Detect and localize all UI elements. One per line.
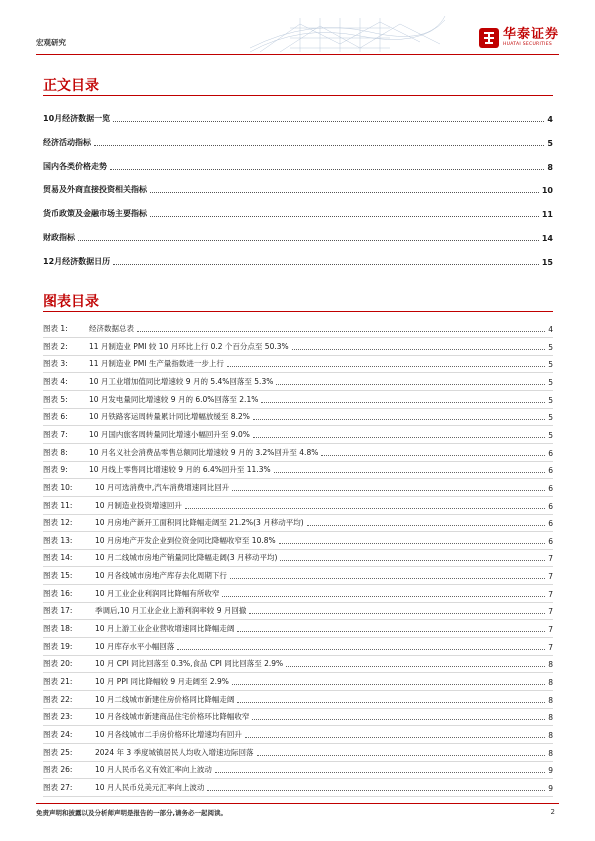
figure-entry-number: 图表 5: — [43, 394, 68, 404]
figure-entry[interactable] — [43, 600, 553, 616]
figure-entry-page: 7 — [548, 625, 553, 635]
figure-entry[interactable] — [43, 318, 553, 334]
figure-entry-page: 5 — [548, 413, 553, 423]
figure-entry-label: 10 月房地产开发企业到位资金同比降幅收窄至 10.8% — [95, 535, 276, 545]
figure-entry-label: 10 月工业企业利润同比降幅有所收窄 — [95, 588, 220, 598]
figure-entry-page: 5 — [548, 430, 553, 440]
figure-leader-dots — [230, 578, 545, 579]
figure-entry-label: 10 月人民币兑美元汇率向上波动 — [95, 782, 205, 792]
figure-leader-dots — [276, 384, 545, 385]
figure-entry-page: 6 — [548, 501, 553, 511]
figure-entry-label: 10 月国内旅客周转量同比增速小幅回升至 9.0% — [89, 429, 250, 439]
figure-entry-label: 10 月各线城市二手房价格环比增速均有回升 — [95, 729, 242, 739]
figure-entry-page: 5 — [548, 360, 553, 370]
figure-entry-number: 图表 20: — [43, 659, 73, 669]
figure-leader-dots — [237, 702, 545, 703]
figure-leader-dots — [215, 772, 545, 773]
figure-entry-number: 图表 4: — [43, 376, 68, 386]
figure-leader-dots — [253, 419, 545, 420]
figure-entry-page: 7 — [548, 607, 553, 617]
figure-leader-dots — [137, 331, 545, 332]
figure-entry-label: 10 月可选消费中,汽车消费增速同比回升 — [95, 482, 230, 492]
figure-entry-number: 图表 13: — [43, 535, 73, 545]
figure-entry[interactable] — [43, 547, 553, 563]
figure-entry-page: 8 — [548, 748, 553, 758]
figure-entry-number: 图表 9: — [43, 465, 68, 475]
toc-entry[interactable] — [43, 253, 553, 267]
figure-entry-page: 4 — [548, 325, 553, 334]
toc-leader-dots — [94, 145, 544, 146]
figure-entry-number: 图表 12: — [43, 518, 73, 528]
figure-leader-dots — [280, 560, 545, 561]
toc-entry-page: 11 — [541, 210, 553, 220]
figure-entry[interactable] — [43, 512, 553, 528]
figure-entry[interactable] — [43, 653, 553, 669]
figure-entry[interactable] — [43, 689, 553, 705]
toc-leader-dots — [113, 121, 544, 122]
figure-entry-number: 图表 1: — [43, 324, 68, 333]
figure-entry[interactable] — [43, 618, 553, 634]
figure-entry-number: 图表 8: — [43, 447, 68, 457]
figures-title: 图表目录 — [43, 294, 99, 310]
figure-entry-page: 8 — [548, 730, 553, 740]
figure-entry-page: 8 — [548, 713, 553, 723]
figure-entry[interactable] — [43, 406, 553, 422]
figure-leader-dots — [274, 472, 546, 473]
logo-name-en: HUATAI SECURITIES — [502, 42, 553, 47]
header-rule — [36, 54, 559, 55]
toc-leader-dots — [113, 264, 539, 265]
toc-leader-dots — [78, 240, 539, 241]
figure-entry-label: 10 月名义社会消费品零售总额同比增速较 9 月的 3.2%回升至 4.8% — [89, 447, 319, 457]
huatai-logo-icon — [479, 28, 499, 48]
figure-entry-page: 8 — [548, 660, 553, 670]
figure-entry-number: 图表 25: — [43, 747, 73, 757]
figure-entry[interactable] — [43, 565, 553, 581]
toc-entry-page: 4 — [547, 115, 553, 124]
figure-entry-label: 10 月库存水平小幅回落 — [95, 641, 175, 651]
figure-entry[interactable] — [43, 371, 553, 387]
figure-entry-number: 图表 2: — [43, 341, 68, 351]
figure-entry-number: 图表 11: — [43, 500, 73, 510]
figure-entry-number: 图表 6: — [43, 412, 68, 422]
toc-entry-page: 15 — [541, 257, 553, 267]
logo-name-cn: 华泰证券 — [502, 27, 559, 42]
figure-entry-number: 图表 15: — [43, 571, 73, 581]
figure-entry[interactable] — [43, 336, 553, 352]
toc-entry-page: 5 — [547, 138, 553, 148]
figure-entry-label: 10 月发电量同比增速较 9 月的 6.0%回落至 2.1% — [89, 394, 259, 404]
figure-entry-label: 11 月制造业 PMI 生产量指数进一步上行 — [89, 359, 224, 369]
figure-entry-label: 10 月各线城市新建商品住宅价格环比降幅收窄 — [95, 712, 250, 722]
figure-entry-number: 图表 16: — [43, 588, 73, 598]
figure-leader-dots — [286, 666, 545, 667]
figure-entry-page: 6 — [548, 448, 553, 458]
toc-leader-dots — [150, 192, 539, 193]
figure-entry[interactable] — [43, 671, 553, 687]
figure-entry[interactable] — [43, 477, 553, 493]
figure-entry-number: 图表 18: — [43, 624, 73, 634]
figures-title-rule — [43, 311, 553, 312]
figure-leader-dots — [253, 437, 545, 438]
header-label: 宏观研究 — [36, 38, 66, 47]
figure-entry[interactable] — [43, 353, 553, 369]
figure-entry-label: 10 月人民币名义有效汇率向上波动 — [95, 765, 212, 775]
figure-entry-number: 图表 22: — [43, 694, 73, 704]
toc-entry-label: 财政指标 — [43, 233, 75, 242]
toc-leader-dots — [150, 216, 539, 217]
toc-entry[interactable] — [43, 205, 553, 219]
figure-entry[interactable] — [43, 459, 553, 475]
toc-entry[interactable] — [43, 134, 553, 148]
figure-entry-page: 6 — [548, 536, 553, 546]
figure-entry[interactable] — [43, 424, 553, 440]
figure-leader-dots — [321, 455, 545, 456]
toc-entry-label: 12月经济数据日历 — [43, 256, 111, 266]
figure-entry-label: 10 月二线城市房地产销量同比降幅走阔(3 月移动平均) — [95, 553, 278, 563]
figure-entry-number: 图表 23: — [43, 712, 73, 722]
figure-entry-page: 7 — [548, 572, 553, 582]
figure-entry-page: 6 — [548, 466, 553, 476]
figure-entry-number: 图表 17: — [43, 606, 73, 616]
figure-entry-label: 10 月 PPI 同比降幅较 9 月走阔至 2.9% — [95, 677, 229, 686]
figure-entry[interactable] — [43, 706, 553, 722]
figure-leader-dots — [227, 366, 545, 367]
figure-leader-dots — [207, 790, 545, 791]
figure-entry-label: 10 月工业增加值同比增速较 9 月的 5.4%回落至 5.3% — [89, 376, 274, 386]
figure-entry-number: 图表 3: — [43, 359, 68, 369]
figure-row-divider — [43, 796, 553, 797]
figure-entry-label: 10 月房地产新开工面积同比降幅走阔至 21.2%(3 月移动平均) — [95, 518, 304, 528]
toc-entry-page: 8 — [547, 162, 553, 172]
footer-disclaimer: 免责声明和披露以及分析师声明是报告的一部分,请务必一起阅读。 — [36, 809, 227, 817]
toc-leader-dots — [110, 169, 544, 170]
toc-entry[interactable] — [43, 229, 553, 243]
figure-entry-label: 2024 年 3 季度城镇居民人均收入增速边际回落 — [95, 747, 254, 757]
figure-entry-number: 图表 14: — [43, 553, 73, 563]
figure-entry[interactable] — [43, 742, 553, 758]
figure-entry-page: 9 — [548, 766, 553, 776]
figure-entry-label: 10 月二线城市新建住房价格同比降幅走阔 — [95, 694, 235, 704]
figure-leader-dots — [237, 631, 545, 632]
figure-entry-number: 图表 27: — [43, 782, 73, 792]
figure-entry[interactable] — [43, 777, 553, 793]
figure-entry-number: 图表 19: — [43, 641, 73, 651]
toc-entry-label: 贸易及外商直接投资相关指标 — [43, 185, 147, 195]
figure-entry[interactable] — [43, 636, 553, 652]
figure-entry-label: 10 月制造业投资增速回升 — [95, 500, 182, 510]
toc-title-rule — [43, 95, 553, 96]
figure-leader-dots — [232, 684, 545, 685]
figure-entry-page: 9 — [548, 783, 553, 793]
page-number: 2 — [550, 808, 555, 816]
huatai-logo — [479, 28, 559, 48]
figure-entry-number: 图表 7: — [43, 429, 68, 439]
figure-entry[interactable] — [43, 442, 553, 458]
figure-leader-dots — [257, 755, 546, 756]
figure-entry-page: 6 — [548, 519, 553, 529]
toc-entry-label: 10月经济数据一览 — [43, 114, 111, 123]
figure-entry-label: 11 月制造业 PMI 较 10 月环比上行 0.2 个百分点至 50.3% — [89, 341, 289, 351]
figure-leader-dots — [185, 508, 545, 509]
toc-entry-label: 货币政策及金融市场主要指标 — [43, 209, 147, 219]
figure-entry-number: 图表 10: — [43, 482, 73, 492]
toc-entry-label: 经济活动指标 — [43, 137, 91, 147]
figure-leader-dots — [252, 719, 545, 720]
figure-entry-number: 图表 26: — [43, 765, 73, 775]
figure-leader-dots — [292, 349, 546, 350]
figure-entry-page: 5 — [548, 342, 553, 352]
figure-leader-dots — [232, 490, 545, 491]
figure-leader-dots — [307, 525, 546, 526]
figure-entry[interactable] — [43, 530, 553, 546]
toc-entry[interactable] — [43, 158, 553, 172]
figure-leader-dots — [249, 613, 545, 614]
toc-entry-page: 10 — [541, 186, 553, 196]
figure-entry-number: 图表 21: — [43, 677, 73, 686]
figure-entry[interactable] — [43, 759, 553, 775]
figure-entry-page: 6 — [548, 483, 553, 493]
figure-entry[interactable] — [43, 583, 553, 599]
figure-entry-label: 经济数据总表 — [89, 324, 134, 333]
page-header — [0, 0, 595, 58]
figure-leader-dots — [222, 596, 545, 597]
toc-entry[interactable] — [43, 110, 553, 124]
figure-entry-page: 5 — [548, 377, 553, 387]
figure-entry[interactable] — [43, 389, 553, 405]
toc-entry-label: 国内各类价格走势 — [43, 161, 107, 171]
figure-entry-label: 10 月各线城市房地产库存去化周期下行 — [95, 571, 227, 581]
figure-leader-dots — [177, 649, 545, 650]
figure-entry-page: 8 — [548, 678, 553, 687]
figure-entry-label: 季调后,10 月工业企业上游利润率较 9 月回撤 — [95, 606, 247, 616]
figure-entry-label: 10 月上游工业企业营收增速同比降幅走阔 — [95, 624, 235, 634]
figure-entry-number: 图表 24: — [43, 729, 73, 739]
header-decoration — [240, 14, 450, 54]
figure-leader-dots — [261, 402, 545, 403]
figure-entry-label: 10 月线上零售同比增速较 9 月的 6.4%回升至 11.3% — [89, 465, 271, 475]
figure-leader-dots — [245, 737, 545, 738]
figure-entry-label: 10 月铁路客运周转量累计同比增幅放缓至 8.2% — [89, 412, 250, 422]
toc-entry[interactable] — [43, 181, 553, 195]
figure-leader-dots — [279, 543, 546, 544]
toc-entry-page: 14 — [541, 234, 553, 243]
figure-entry[interactable] — [43, 724, 553, 740]
figure-entry[interactable] — [43, 495, 553, 511]
footer-rule — [36, 803, 559, 804]
figure-entry-page: 7 — [548, 642, 553, 652]
figure-entry-page: 8 — [548, 695, 553, 705]
figure-entry-page: 7 — [548, 554, 553, 564]
figure-entry-label: 10 月 CPI 同比回落至 0.3%,食品 CPI 同比回落至 2.9% — [95, 659, 284, 669]
toc-title: 正文目录 — [43, 78, 99, 94]
figure-entry-page: 7 — [548, 589, 553, 599]
figure-entry-page: 5 — [548, 395, 553, 405]
